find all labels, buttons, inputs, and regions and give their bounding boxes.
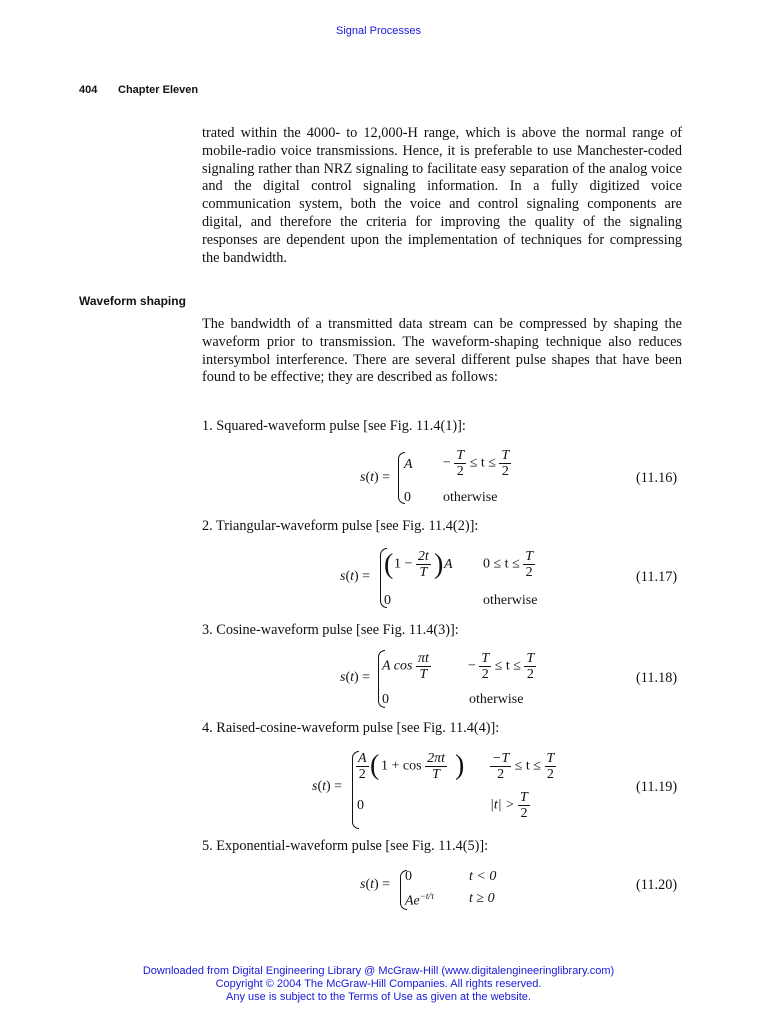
section-paragraph: The bandwidth of a transmitted data stream can be compressed by shaping the waveform prior to transmission. The waveform-shaping technique also reduces intersymbol interference. There are several different pulse shapes that have been found to be effective; they are described as follows: — [202, 316, 682, 386]
eq-number-11-16: (11.16) — [636, 470, 678, 486]
frac-den: 2 — [481, 667, 489, 682]
eq-condition-2: t ≥ 0 — [469, 891, 495, 906]
eq-lhs: s(t) = — [340, 670, 371, 685]
eq-case-1: A — [404, 457, 413, 472]
frac-num: A — [358, 751, 367, 766]
eq-amplitude: A — [444, 557, 453, 572]
frac-num: T — [456, 448, 465, 463]
frac-num: −T — [492, 751, 510, 766]
frac-den: 2 — [520, 806, 528, 821]
frac-den: T — [419, 565, 428, 580]
list-item-1: 1. Squared-waveform pulse [see Fig. 11.4(1)]: — [202, 418, 466, 434]
frac-den: 2 — [501, 464, 509, 479]
left-paren: ( — [384, 549, 394, 580]
eq-case-2: 0 — [357, 798, 364, 813]
frac-den: 2 — [525, 565, 533, 580]
right-paren: ) — [434, 549, 444, 580]
footer-line-1[interactable]: Downloaded from Digital Engineering Library @ McGraw-Hill (www.digitalengineeringlibrary.com) — [142, 965, 615, 977]
eq-condition-2: otherwise — [483, 593, 538, 608]
eq-lhs: s(t) = — [360, 470, 391, 485]
frac-num: 2t — [417, 549, 429, 564]
frac-num: T — [526, 651, 535, 666]
eq-number-11-18: (11.18) — [636, 670, 678, 686]
leq-t-leq: ≤ t ≤ — [494, 658, 521, 674]
cos-expr: A cos — [382, 658, 413, 674]
frac-den: 2 — [546, 767, 554, 782]
list-item-2: 2. Triangular-waveform pulse [see Fig. 11.4(2)]: — [202, 518, 479, 534]
eq-case-2: 0 — [384, 593, 391, 608]
footer — [0, 965, 757, 1004]
eq-number-11-20: (11.20) — [636, 877, 678, 893]
frac-den: 2 — [456, 464, 464, 479]
eq-case-1 — [394, 549, 431, 580]
list-item-3: 3. Cosine-waveform pulse [see Fig. 11.4(3)]: — [202, 622, 459, 638]
frac-num: T — [501, 448, 510, 463]
frac-num: T — [546, 751, 555, 766]
frac-num: 2πt — [427, 751, 445, 766]
eq-number-11-19: (11.19) — [636, 779, 678, 795]
header-link[interactable]: Signal Processes — [336, 25, 421, 37]
eq-case-2: 0 — [382, 692, 389, 707]
condition-text: 0 ≤ t ≤ — [483, 556, 520, 572]
leq-t-leq: ≤ t ≤ — [469, 455, 496, 471]
eq-case-1: 0 — [405, 869, 412, 884]
eq-number-11-17: (11.17) — [636, 569, 678, 585]
frac-den: 2 — [497, 767, 505, 782]
list-item-5: 5. Exponential-waveform pulse [see Fig. 11.4(5)]: — [202, 838, 489, 854]
eq-condition-2 — [490, 790, 530, 821]
eq-condition-2: otherwise — [469, 692, 524, 707]
minus-sign: − — [468, 658, 476, 674]
left-paren: ( — [370, 750, 380, 781]
footer-line-2: Copyright © 2004 The McGraw-Hill Companies. All rights reserved. — [215, 978, 542, 990]
exp-power: −t/τ — [419, 891, 435, 901]
chapter-title: Chapter Eleven — [118, 84, 199, 96]
eq-case-2: 0 — [404, 490, 411, 505]
frac-num: T — [481, 651, 490, 666]
frac-num: πt — [417, 651, 429, 666]
footer-line-3[interactable]: Any use is subject to the Terms of Use as given at the website. — [226, 991, 531, 1003]
abs-t: |t| > — [490, 797, 515, 813]
eq-case-1-body — [381, 751, 447, 782]
eq-lhs: s(t) = — [340, 569, 371, 584]
section-heading: Waveform shaping — [79, 294, 186, 308]
eq-case-1 — [356, 751, 369, 782]
eq-condition-1 — [443, 448, 511, 479]
eq-lhs: s(t) = — [312, 779, 343, 794]
frac-num: T — [525, 549, 534, 564]
leq-t-leq: ≤ t ≤ — [514, 758, 541, 774]
one-plus-cos: 1 + cos — [381, 758, 422, 774]
frac-den: T — [419, 667, 428, 682]
one-minus: 1 − — [394, 556, 413, 572]
eq-lhs: s(t) = — [360, 877, 391, 892]
exp-base: Ae — [405, 893, 420, 909]
frac-den: 2 — [526, 667, 534, 682]
intro-paragraph: trated within the 4000- to 12,000-H range, which is above the normal range of mobile-radio voice transmissions. Hence, it is preferable to use Manchester-coded signaling rather than NRZ signaling to facilitate easy separation of the analog voice and the digital control signaling information. In a fully digitized voice communication system, both the voice and control signaling components are digital, and therefore the criteria for improving the quality of the signaling responses are dependent upon the implementation of techniques for compressing the bandwidth. — [202, 125, 682, 266]
eq-condition-1 — [483, 549, 535, 580]
frac-den: 2 — [358, 767, 366, 782]
page-number: 404 — [79, 84, 98, 96]
eq-condition-1: t < 0 — [469, 869, 497, 884]
eq-condition-2: otherwise — [443, 490, 498, 505]
right-paren: ) — [455, 750, 465, 781]
eq-case-2 — [405, 891, 434, 910]
minus-sign: − — [443, 455, 451, 471]
eq-condition-1 — [468, 651, 536, 682]
list-item-4: 4. Raised-cosine-waveform pulse [see Fig. 11.4(4)]: — [202, 720, 500, 736]
eq-condition-1 — [490, 751, 556, 782]
eq-case-1 — [382, 651, 431, 682]
frac-num: T — [520, 790, 528, 805]
frac-den: T — [432, 767, 440, 782]
